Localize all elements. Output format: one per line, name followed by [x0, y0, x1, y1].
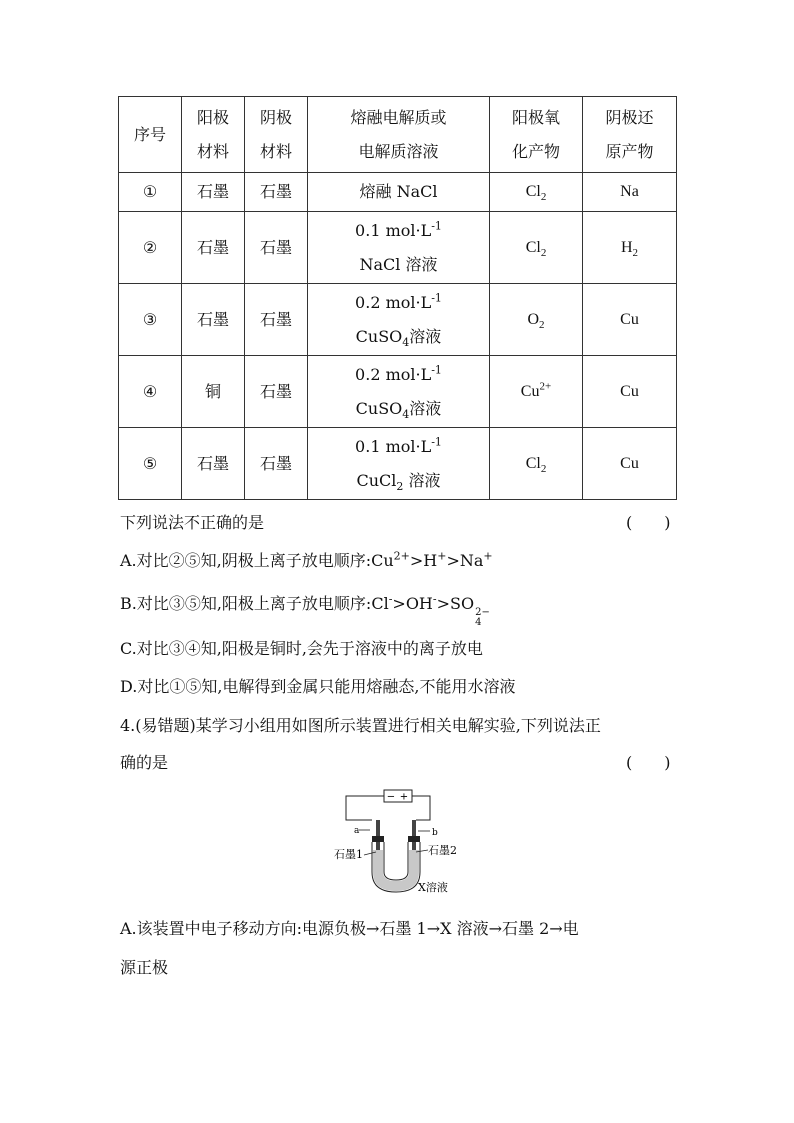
cell-cathode-product: Cu: [583, 356, 677, 428]
header-anode-product: 阳极氧 化产物: [490, 97, 583, 173]
header-electrolyte: 熔融电解质或 电解质溶液: [308, 97, 490, 173]
cell-no: ②: [119, 212, 182, 284]
x-solution: [373, 850, 419, 891]
cell-no: ④: [119, 356, 182, 428]
cell-anode: 石墨: [182, 212, 245, 284]
header-cathode-material: 阴极 材料: [245, 97, 308, 173]
option-a[interactable]: A.对比②⑤知,阴极上离子放电顺序$:Cu^{2+}>H^+>Na^+$: [120, 549, 493, 570]
option-d[interactable]: D.对比①⑤知,电解得到金属只能用熔融态,不能用水溶液: [120, 677, 516, 696]
cell-cathode-product: Cu: [583, 284, 677, 356]
experiment-table: [118, 96, 677, 500]
cell-electrolyte: 0.2 $mol\cdot L^{-1}$ CuSO$_4$溶液: [308, 356, 490, 428]
cell-anode-product: $Cl_2$: [490, 428, 583, 500]
table-row: [119, 428, 677, 500]
header-anode-material: 阳极 材料: [182, 97, 245, 173]
table-header-row: [119, 97, 677, 173]
cell-cathode-product: Na: [583, 173, 677, 212]
cell-cathode: 石墨: [245, 428, 308, 500]
cell-electrolyte: 熔融 NaCl: [308, 173, 490, 212]
label-a: a: [354, 826, 360, 836]
cell-cathode-product: $H_2$: [583, 212, 677, 284]
u-tube-inner: [384, 842, 408, 880]
question4-line1: 4.(易错题)某学习小组用如图所示装置进行相关电解实验,下列说法正: [120, 716, 601, 735]
header-cathode-product: 阴极还 原产物: [583, 97, 677, 173]
cell-anode-product: $Cl_2$: [490, 173, 583, 212]
cell-anode: 石墨: [182, 284, 245, 356]
cell-cathode-product: Cu: [583, 428, 677, 500]
table-row: [119, 356, 677, 428]
answer-paren: ( ): [626, 513, 671, 532]
label-graphite-1: 石墨1: [334, 848, 363, 861]
cell-electrolyte: 0.1 $mol\cdot L^{-1}$ NaCl 溶液: [308, 212, 490, 284]
cell-cathode: 石墨: [245, 173, 308, 212]
sulfate-charge: 2− 4: [475, 607, 490, 628]
cell-electrolyte: 0.2 $mol\cdot L^{-1}$ CuSO$_4$溶液: [308, 284, 490, 356]
label-x-solution: X溶液: [418, 881, 448, 894]
option-b[interactable]: B.对比③⑤知,阳极上离子放电顺序:Cl->OH->SO 2− 4: [120, 592, 490, 628]
label-graphite-2: 石墨2: [428, 844, 457, 857]
table-row: [119, 284, 677, 356]
cell-cathode: 石墨: [245, 356, 308, 428]
option-c[interactable]: C.对比③④知,阳极是铜时,会先于溶液中的离子放电: [120, 639, 483, 658]
cell-no: ③: [119, 284, 182, 356]
cell-no: ①: [119, 173, 182, 212]
power-plus: +: [399, 791, 409, 803]
q4-option-a-line1[interactable]: A.该装置中电子移动方向:电源负极→石墨 1→X 溶液→石墨 2→电: [120, 919, 579, 938]
cell-anode-product: $Cu^{2+}$: [490, 356, 583, 428]
cell-anode: 石墨: [182, 173, 245, 212]
q4-option-a-line2[interactable]: 源正极: [120, 958, 169, 977]
stopper-right: [408, 836, 420, 842]
label-b: b: [432, 828, 438, 838]
cell-anode-product: $O_2$: [490, 284, 583, 356]
header-no: 序号: [119, 97, 182, 173]
cell-electrolyte: 0.1 $mol\cdot L^{-1}$ CuCl$_2$ 溶液: [308, 428, 490, 500]
wire-right: [412, 796, 430, 820]
stopper-left: [372, 836, 384, 842]
cell-no: ⑤: [119, 428, 182, 500]
wire-left: [346, 796, 384, 820]
cell-cathode: 石墨: [245, 284, 308, 356]
cell-anode: 铜: [182, 356, 245, 428]
cell-cathode: 石墨: [245, 212, 308, 284]
cell-anode-product: $Cl_2$: [490, 212, 583, 284]
power-minus: −: [386, 791, 396, 803]
cell-anode: 石墨: [182, 428, 245, 500]
question4-line2: 确的是: [120, 753, 169, 772]
table-row: [119, 173, 677, 212]
question-stem: 下列说法不正确的是: [120, 513, 265, 532]
electrolysis-u-tube-figure: [332, 788, 464, 900]
answer-paren-4: ( ): [626, 753, 671, 772]
table-row: [119, 212, 677, 284]
